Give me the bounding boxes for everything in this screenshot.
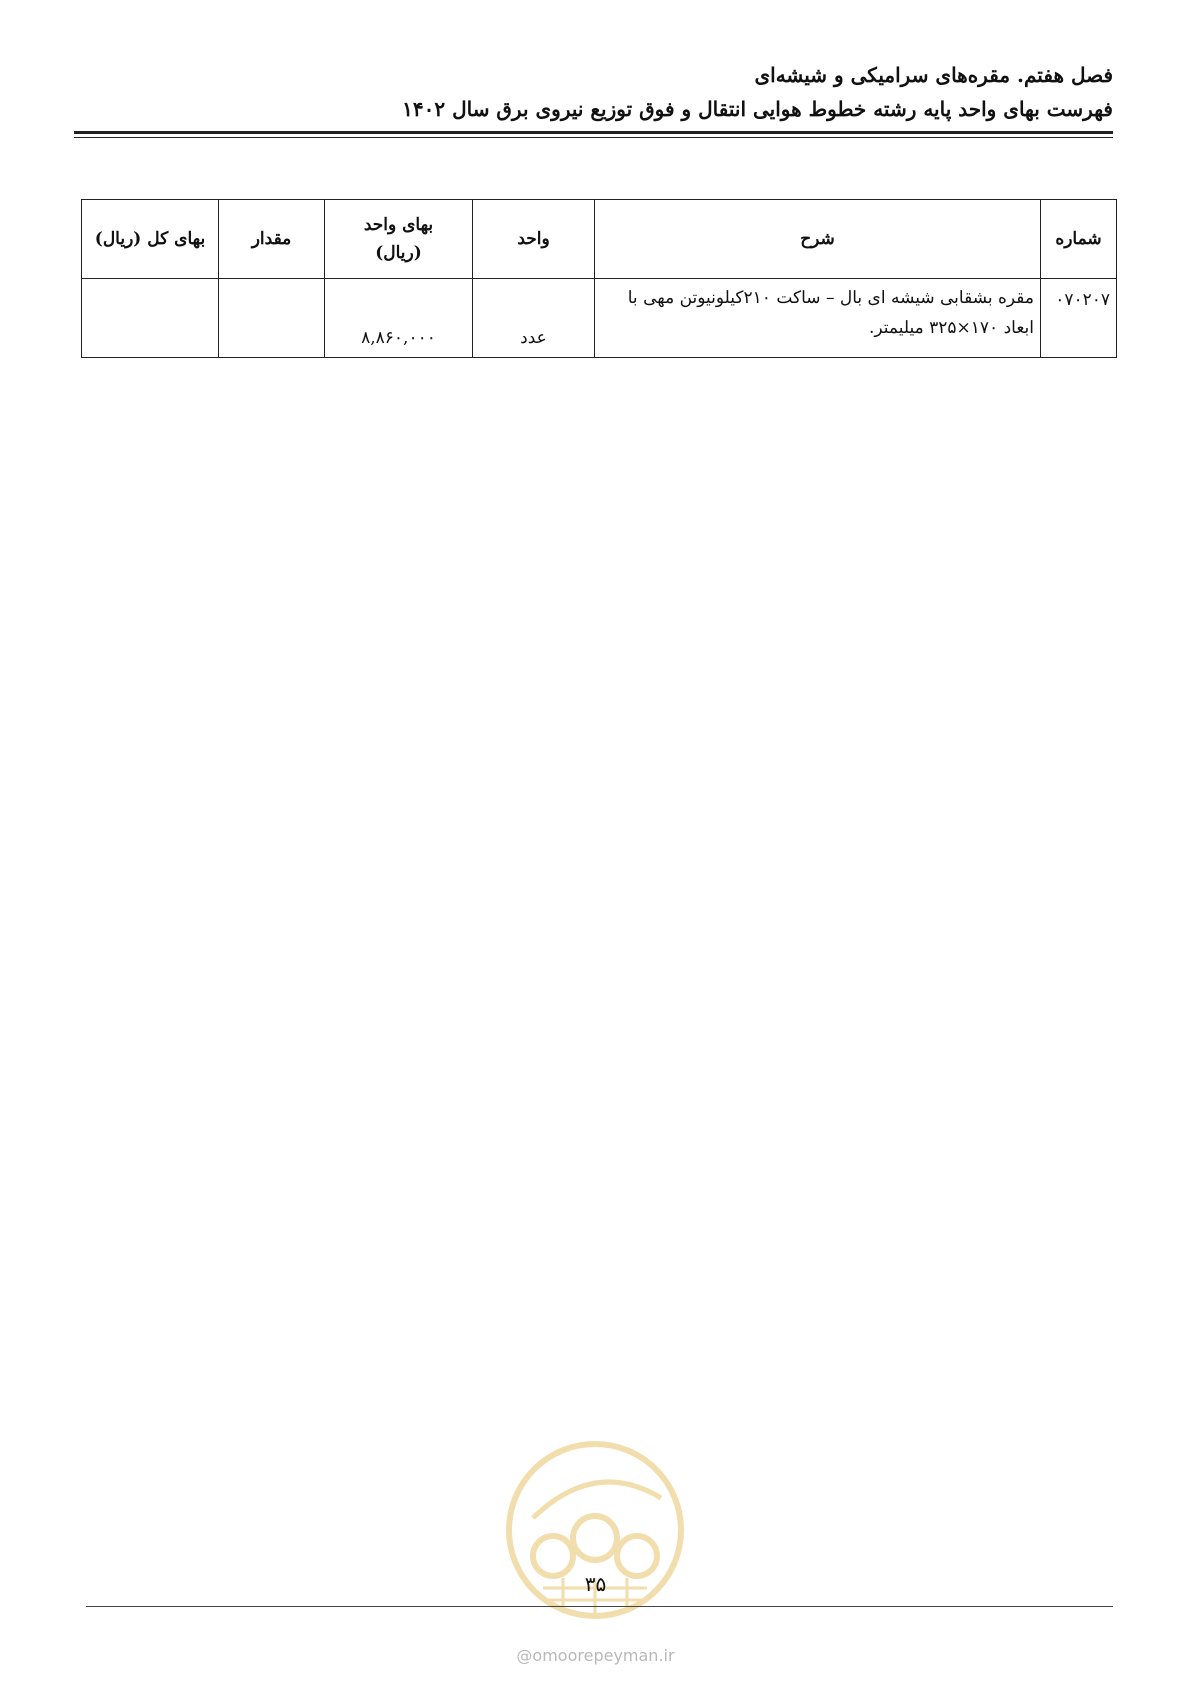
- page-number: ۳۵: [584, 1572, 607, 1596]
- row-total-price: [82, 279, 219, 358]
- table-row: [82, 279, 1117, 358]
- table-header-row: [82, 200, 1117, 279]
- row-unit-price: ۸,۸۶۰,۰۰۰: [325, 279, 473, 358]
- row-description-line2: ابعاد ۱۷۰×۳۲۵ میلیمتر.: [868, 318, 1034, 338]
- watermark-url: @omoorepeyman.ir: [516, 1646, 675, 1665]
- footer-rule: [86, 1606, 1113, 1607]
- chapter-title: فصل هفتم. مقره‌های سرامیکی و شیشه‌ای: [754, 63, 1113, 87]
- col-header-unit-price-currency: (ریال): [375, 243, 422, 263]
- col-header-quantity: مقدار: [219, 200, 325, 279]
- col-header-description: شرح: [595, 200, 1041, 279]
- row-code: ۰۷۰۲۰۷: [1041, 279, 1117, 358]
- row-description: [595, 279, 1041, 358]
- price-list-table: [81, 199, 1117, 358]
- col-header-unit-price-label: بهای واحد: [363, 215, 434, 235]
- page-header: [74, 58, 1113, 126]
- col-header-unit-price: [325, 200, 473, 279]
- header-rule-thick: [74, 131, 1113, 134]
- row-description-line1: مقره بشقابی شیشه ای بال – ساکت ۲۱۰کیلونیوتن مهی با: [627, 288, 1034, 308]
- catalog-title: فهرست بهای واحد پایه رشته خطوط هوایی انتقال و فوق توزیع نیروی برق سال ۱۴۰۲: [402, 97, 1113, 121]
- col-header-unit: واحد: [473, 200, 595, 279]
- row-quantity: [219, 279, 325, 358]
- row-unit: عدد: [473, 279, 595, 358]
- header-rule-thin: [74, 137, 1113, 138]
- col-header-total-price: بهای کل (ریال): [82, 200, 219, 279]
- col-header-code: شماره: [1041, 200, 1117, 279]
